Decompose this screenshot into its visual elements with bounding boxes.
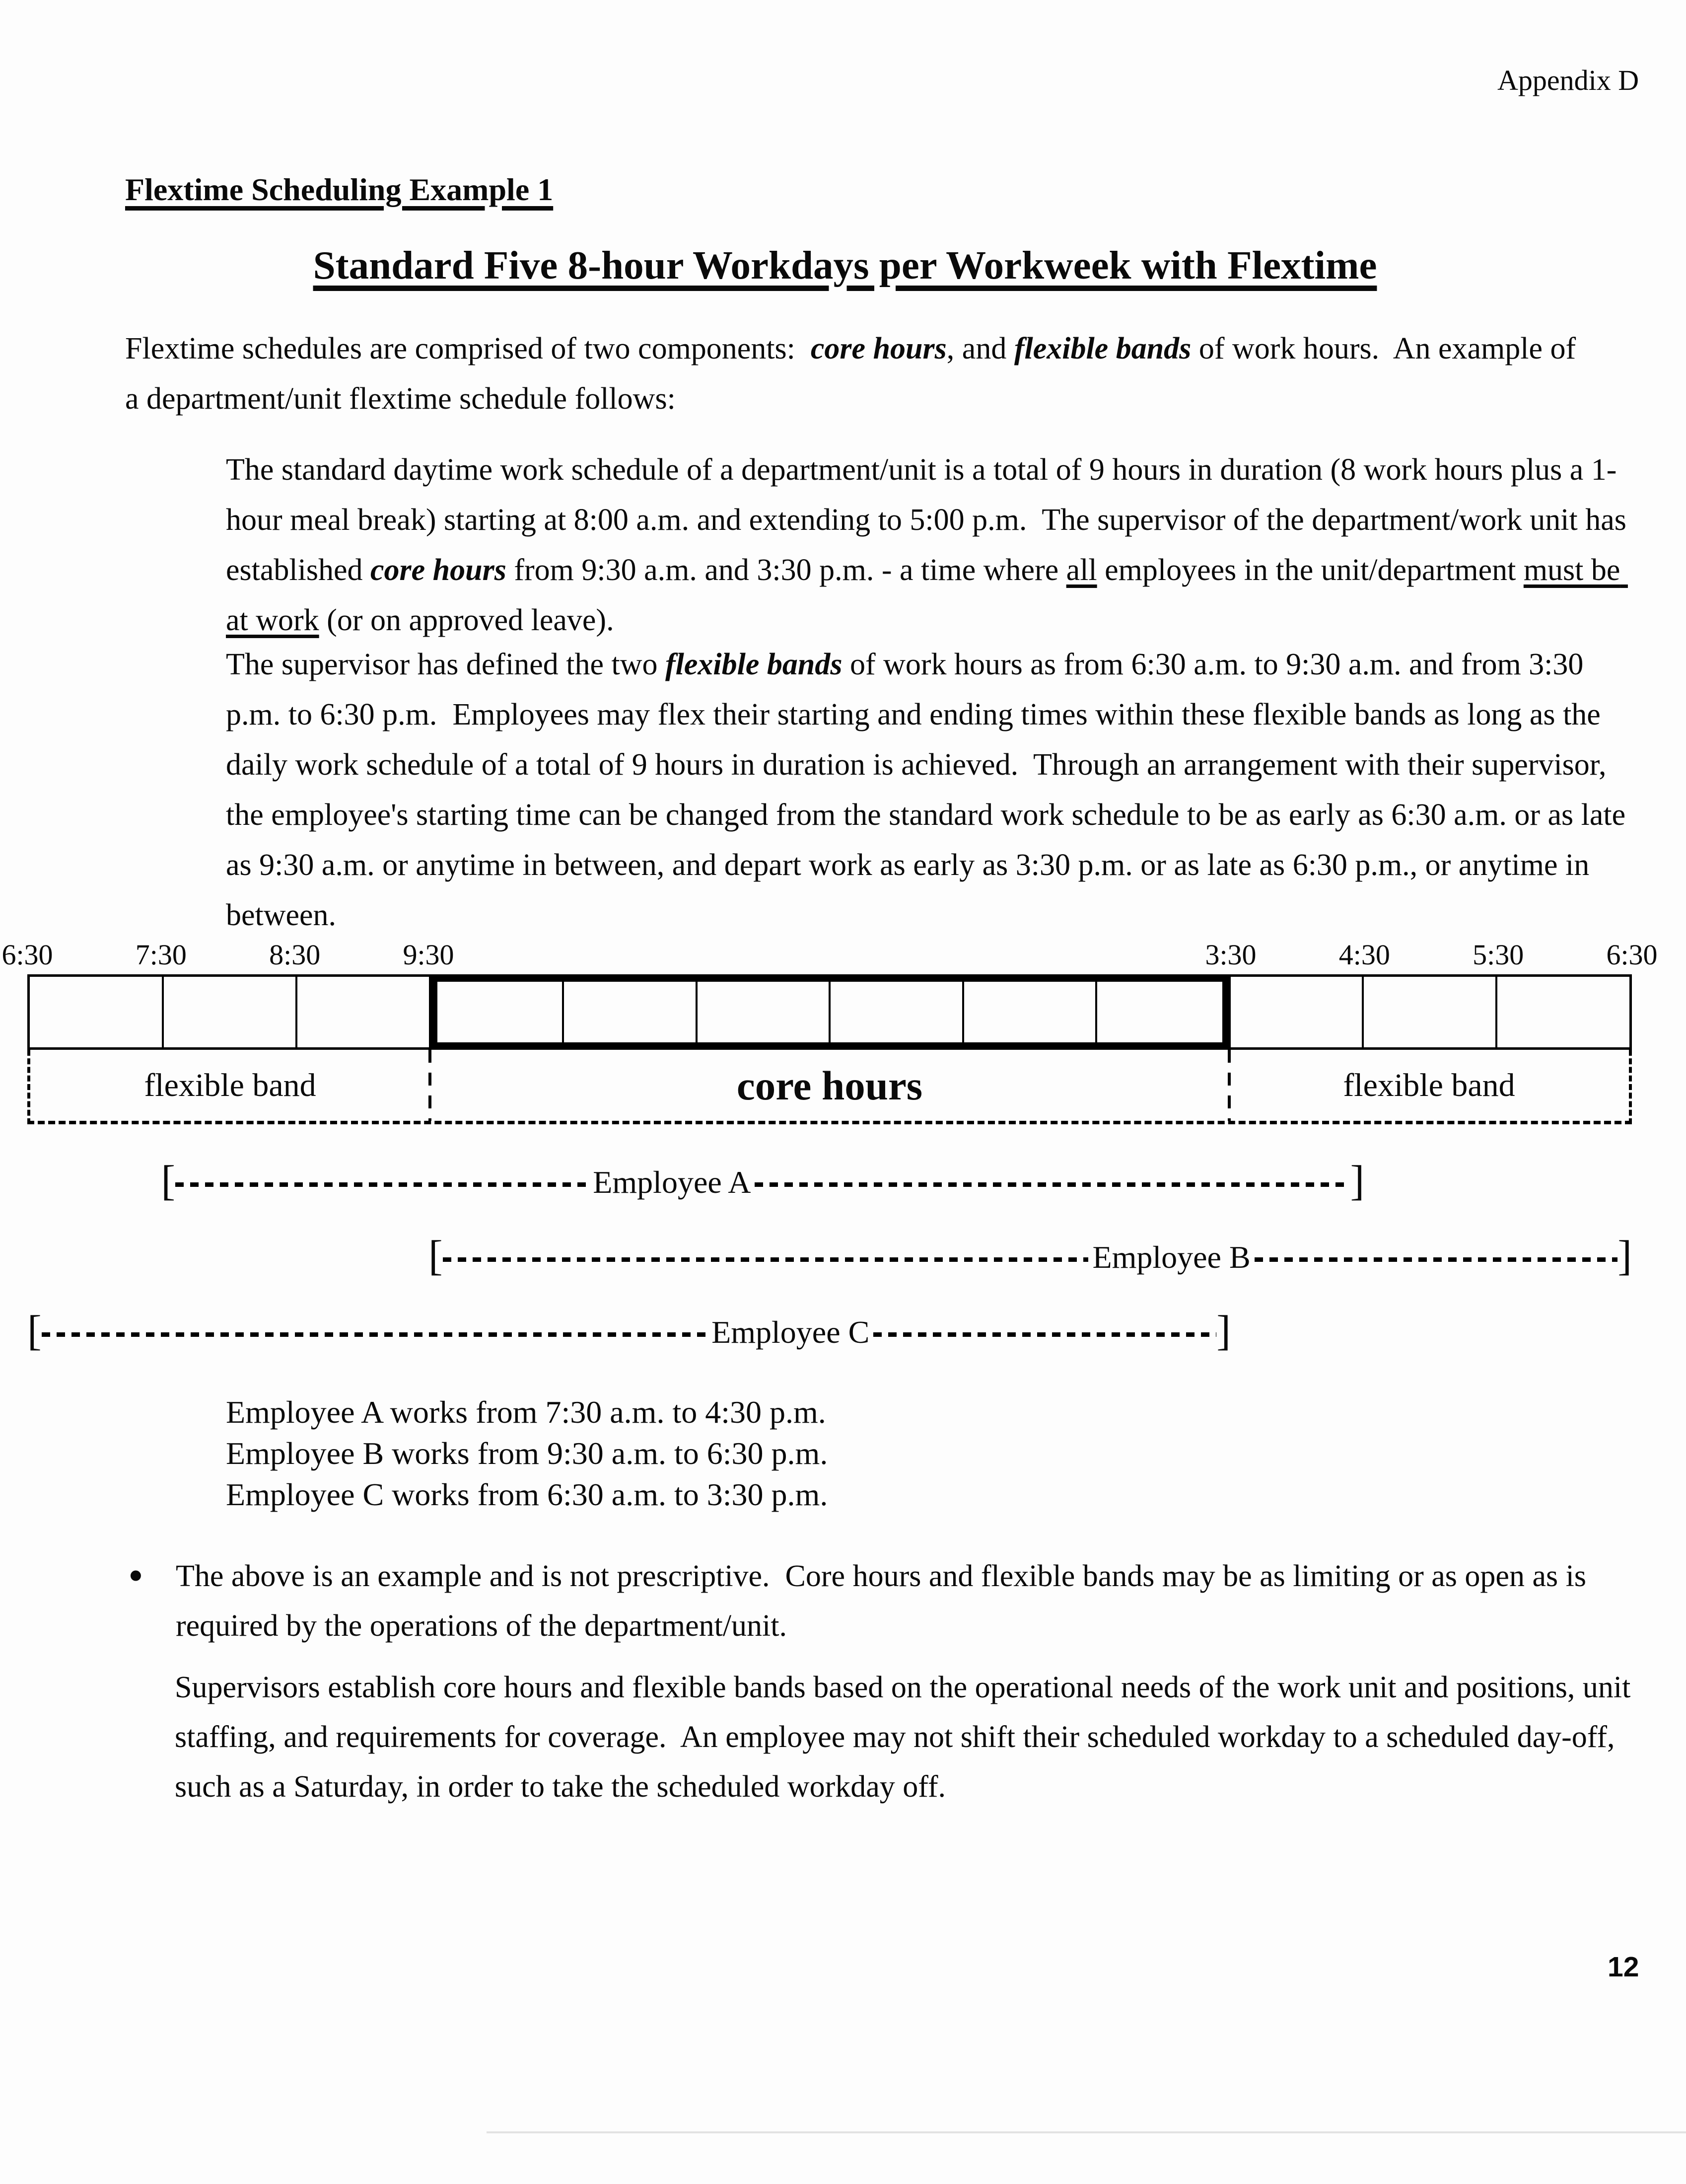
hour-gridline (562, 977, 564, 1047)
dash-line (1255, 1257, 1618, 1262)
text-segment: flexible bands (1014, 332, 1192, 365)
employee-row (27, 1232, 1632, 1283)
text-segment: flexible bands (665, 648, 843, 681)
employee-line (161, 1157, 1365, 1208)
time-label: 6:30 (1606, 939, 1658, 971)
page-number: 12 (1608, 1951, 1639, 1983)
flexible-band (1229, 1050, 1629, 1121)
band-label: flexible band (144, 1067, 316, 1103)
time-label: 7:30 (135, 939, 187, 971)
text-segment: all (1066, 553, 1097, 587)
dash-line (175, 1182, 589, 1187)
schedule-summary (226, 1391, 828, 1515)
text-segment: core hours (370, 553, 506, 587)
band-label: flexible band (1343, 1067, 1515, 1103)
schedule-paragraph-1 (226, 445, 1641, 646)
left-bracket: [ (27, 1307, 42, 1354)
text-segment: The standard daytime work schedule of a department/unit is a total of 9 hours in duration (8 work hours plus a 1-hour meal break) starting at 8:00 a.m. and extending to 5:00 p.m. The supervisor of the department/work unit has established (226, 453, 1634, 587)
intro-paragraph (125, 324, 1584, 424)
flexible-band (30, 1050, 430, 1121)
employee-line-label: Employee B (1092, 1239, 1251, 1275)
text-segment: of work hours as from 6:30 a.m. to 9:30 a.m. and from 3:30 p.m. to 6:30 p.m. Employees may flex their starting and ending times within these flexible bands as long as the daily work schedule of a total of 9 hours in duration is achieved. Through an arrangement with their supervisor, the employee's starting time can be changed from the standard work schedule to be as early as 6:30 a.m. or as late as 9:30 a.m. or anytime in between, and depart work as early as 3:30 p.m. or as late as 6:30 p.m., or anytime in between. (226, 648, 1633, 932)
dash-line (755, 1182, 1350, 1187)
left-bracket: [ (161, 1157, 175, 1204)
employee-row (27, 1157, 1632, 1208)
schedule-line: Employee C works from 6:30 a.m. to 3:30 p.m. (226, 1477, 828, 1512)
schedule-line: Employee B works from 9:30 a.m. to 6:30 p.m. (226, 1436, 828, 1471)
schedule-paragraph-2 (226, 640, 1646, 941)
time-label: 5:30 (1473, 939, 1524, 971)
flextime-diagram (1, 933, 1658, 1384)
hour-gridline (829, 977, 831, 1047)
core-hours-band (430, 1050, 1229, 1121)
band-row (27, 1050, 1632, 1124)
dash-line (443, 1257, 1089, 1262)
text-segment: The supervisor has defined the two (226, 648, 665, 681)
text-segment: of work hours. An example of a department/unit flextime schedule follows: (125, 332, 1584, 416)
time-label: 8:30 (269, 939, 321, 971)
hour-gridline (429, 977, 431, 1047)
band-divider (1228, 1050, 1231, 1121)
bullet-marker-icon: • (128, 1552, 143, 1600)
time-label: 3:30 (1205, 939, 1257, 971)
hour-gridline (962, 977, 964, 1047)
hour-gridline (1229, 977, 1231, 1047)
dash-line (42, 1332, 707, 1337)
right-bracket: ] (1617, 1232, 1632, 1279)
hour-gridline (696, 977, 698, 1047)
text-segment: from 9:30 a.m. and 3:30 p.m. - a time where (506, 553, 1066, 587)
appendix-label: Appendix D (1497, 64, 1639, 96)
time-label: 6:30 (1, 939, 53, 971)
bullet-text: The above is an example and is not prescriptive. Core hours and flexible bands may be as limiting or as open as is required by the operations of the department/unit. (176, 1559, 1594, 1643)
text-segment: Flextime schedules are comprised of two components: (125, 332, 811, 365)
right-bracket: ] (1216, 1307, 1231, 1354)
employee-line (27, 1307, 1231, 1358)
time-label: 4:30 (1338, 939, 1390, 971)
bullet-item (128, 1551, 1662, 1651)
hour-gridline (1095, 977, 1097, 1047)
employee-row (27, 1307, 1632, 1358)
text-segment: , and (946, 332, 1014, 365)
text-segment: core hours (810, 332, 947, 365)
time-label: 9:30 (403, 939, 454, 971)
page-title (125, 242, 1565, 289)
text-segment: (or on approved leave). (319, 603, 614, 637)
hour-gridline (1362, 977, 1364, 1047)
text-segment: must be at work (226, 553, 1628, 637)
hour-grid (27, 974, 1632, 1050)
time-labels (1, 933, 1658, 971)
band-divider (428, 1050, 431, 1121)
band-label: core hours (736, 1062, 923, 1108)
right-bracket: ] (1350, 1157, 1365, 1204)
employee-line-label: Employee A (593, 1165, 751, 1200)
example-heading: Flextime Scheduling Example 1 (125, 172, 554, 207)
schedule-line: Employee A works from 7:30 a.m. to 4:30 p.m. (226, 1394, 826, 1430)
scan-artifact-line (487, 2131, 1686, 2133)
employee-line (428, 1232, 1632, 1283)
left-bracket: [ (428, 1232, 443, 1279)
closing-paragraph: Supervisors establish core hours and flexible bands based on the operational needs of the work unit and positions, unit staffing, and requirements for coverage. An employee may not shift their scheduled workday to a scheduled day-off, such as a Saturday, in order to take the scheduled workday off. (175, 1671, 1638, 1804)
hour-gridline (1495, 977, 1497, 1047)
dash-line (873, 1332, 1216, 1337)
hour-gridline (162, 977, 164, 1047)
page-title-text: Standard Five 8-hour Workdays per Workweek with Flextime (313, 243, 1377, 288)
employee-line-label: Employee C (711, 1314, 870, 1350)
hour-gridline (295, 977, 297, 1047)
text-segment: employees in the unit/department (1097, 553, 1524, 587)
